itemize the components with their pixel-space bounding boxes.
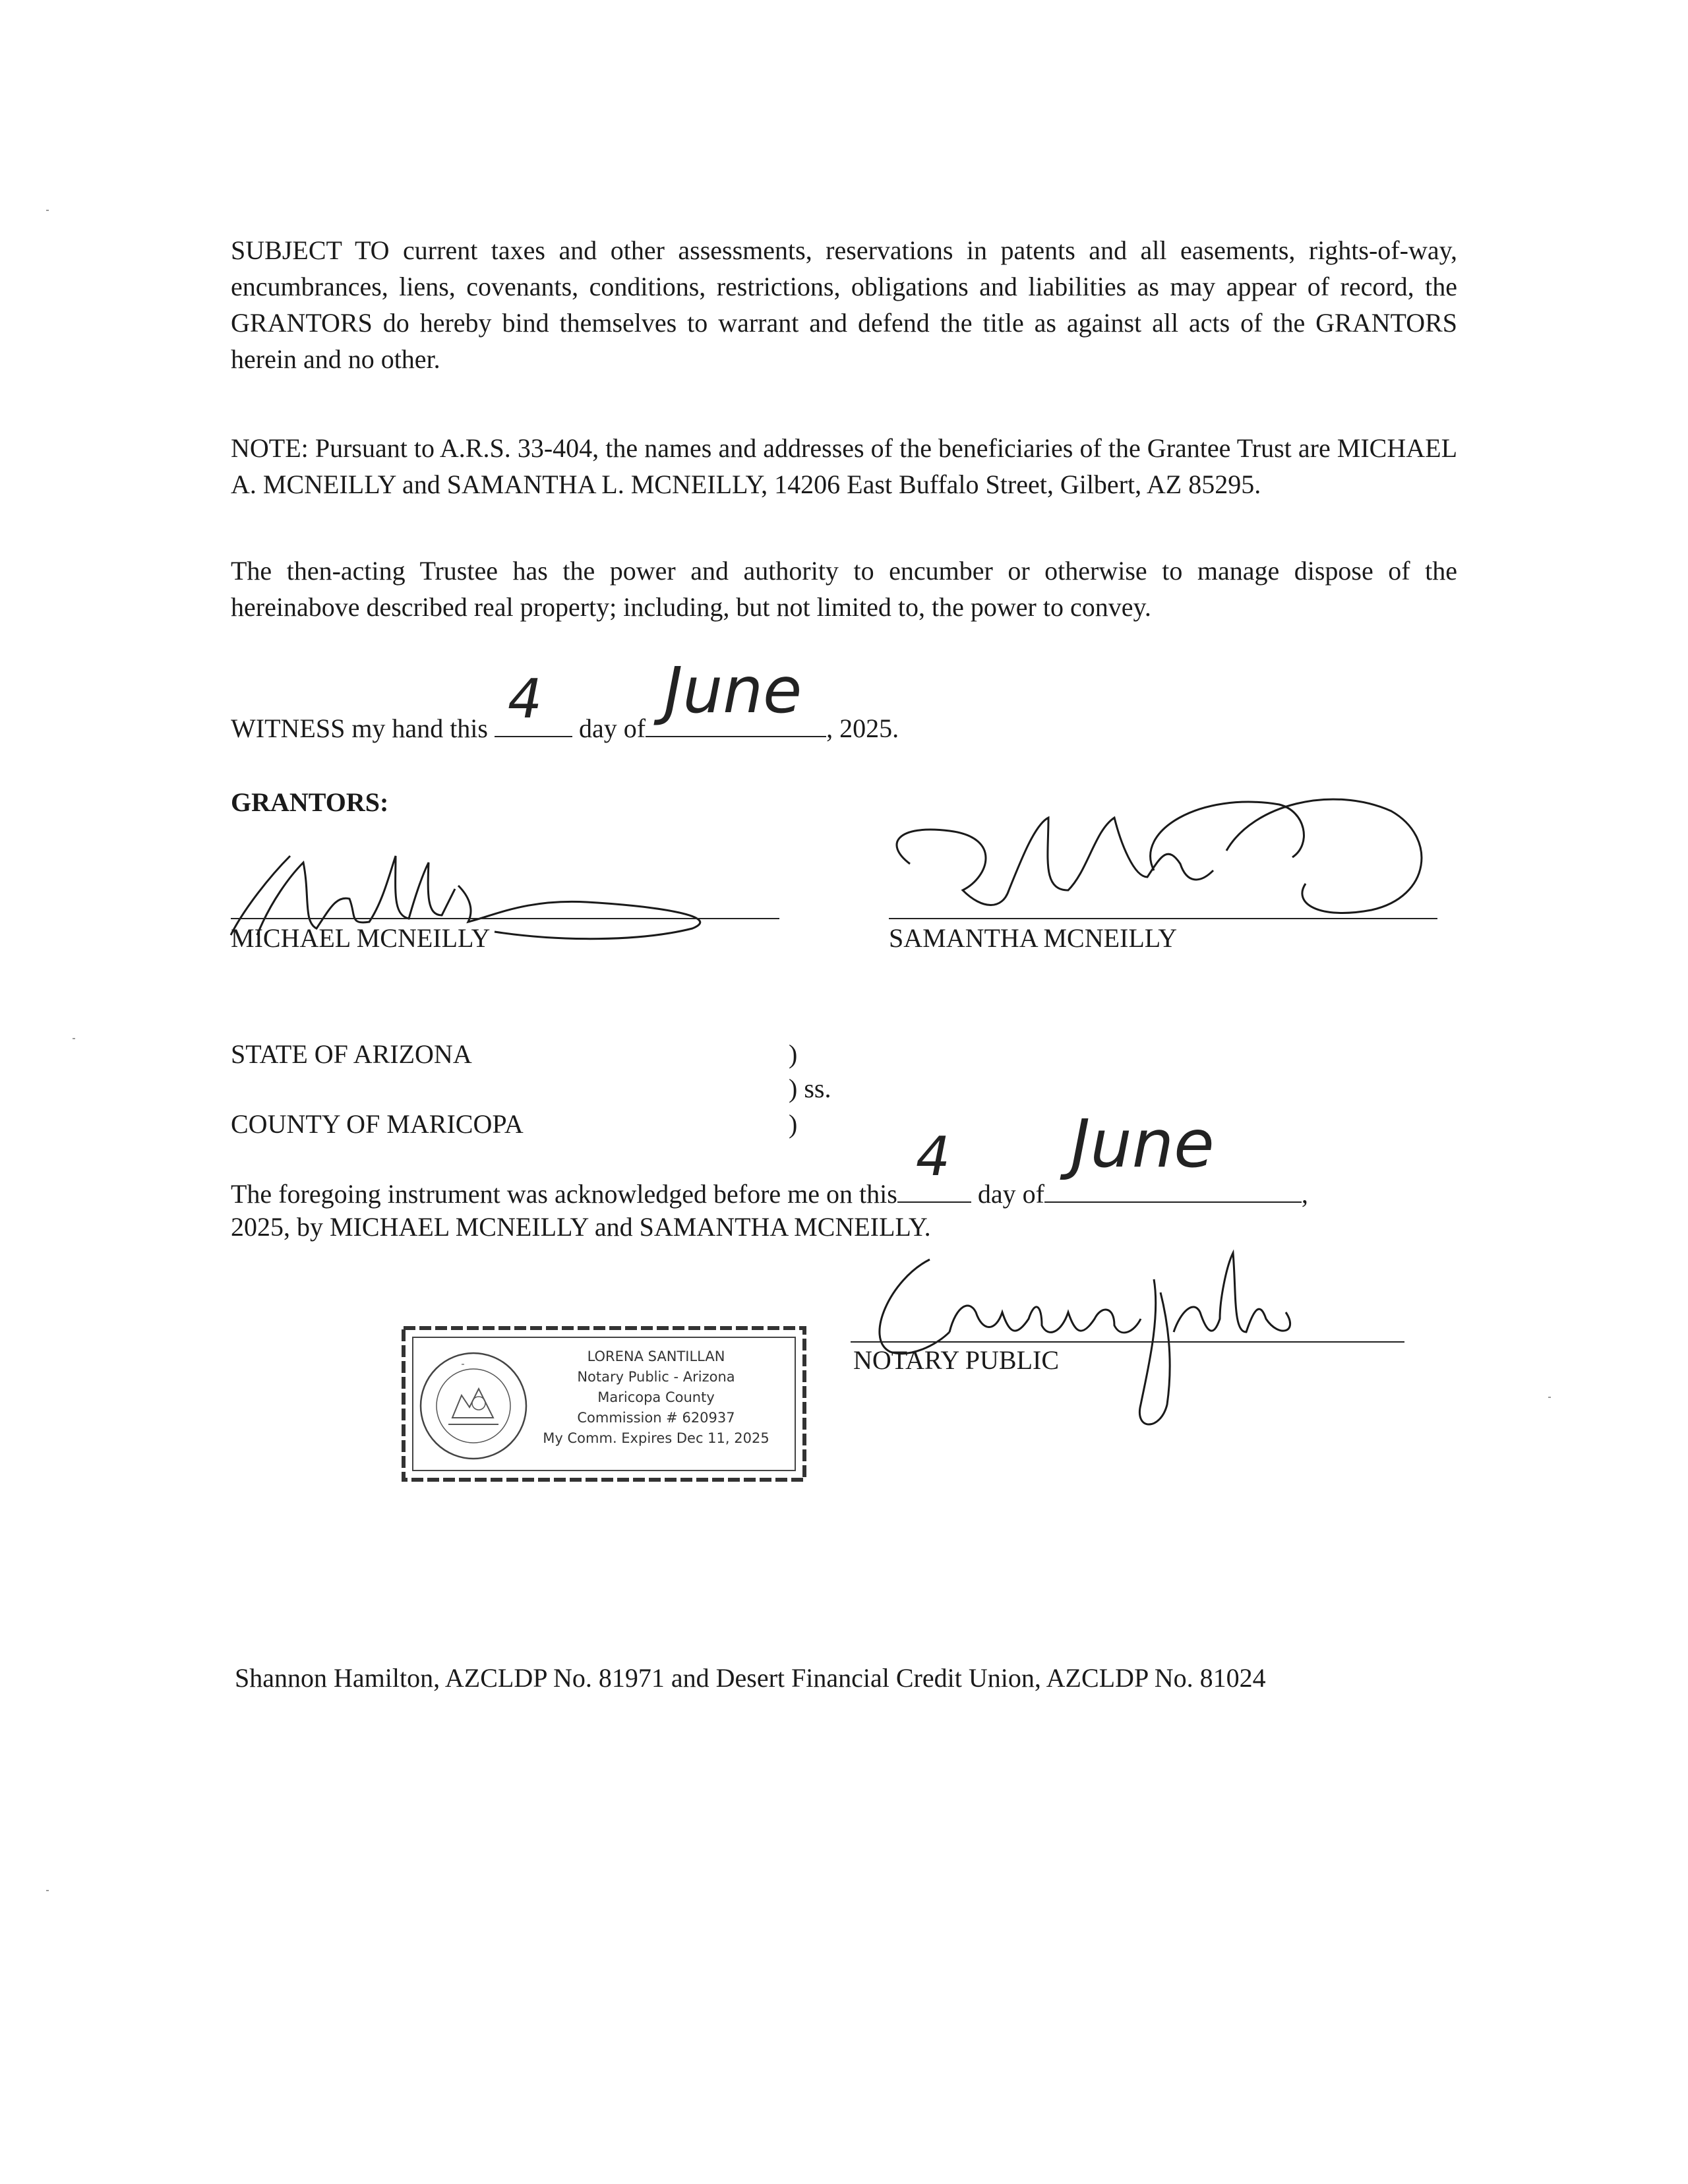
ack-day-of: day of — [977, 1179, 1044, 1209]
ack-month-handwritten: June — [1070, 1105, 1215, 1182]
witness-day-of: day of — [578, 713, 646, 743]
grantors-heading: GRANTORS: — [231, 787, 389, 817]
ack-day-blank — [897, 1126, 971, 1203]
venue-paren-1: ) — [789, 1039, 798, 1069]
scan-mark — [1548, 1397, 1551, 1398]
seal-commission: Commission # 620937 — [577, 1410, 735, 1426]
samantha-signature — [870, 778, 1464, 936]
scan-mark — [73, 1038, 75, 1039]
notary-public-label: NOTARY PUBLIC — [853, 1345, 1060, 1375]
witness-month-handwritten: June — [664, 653, 802, 727]
witness-day-blank — [495, 668, 572, 737]
ack-month-blank — [1044, 1105, 1302, 1203]
county-label: COUNTY OF MARICOPA — [231, 1109, 524, 1139]
ack-prefix: The foregoing instrument was acknowledged before me on this — [231, 1179, 897, 1209]
notary-signature — [851, 1240, 1325, 1431]
state-label: STATE OF ARIZONA — [231, 1039, 472, 1069]
venue-paren-2: ) — [789, 1109, 798, 1139]
note-paragraph: NOTE: Pursuant to A.R.S. 33-404, the names and addresses of the beneficiaries of the Grantee Trust are MICHAEL A. MCNEILLY and SAMANTHA L. MCNEILLY, 14206 East Buffalo Street, Gilbert, AZ 85295. — [231, 433, 1457, 499]
witness-month-blank — [646, 653, 826, 737]
samantha-signature-line — [889, 918, 1437, 919]
michael-signature-line — [231, 918, 779, 919]
ack-comma: , — [1301, 1179, 1308, 1209]
seal-notary-title: Notary Public - Arizona — [577, 1369, 735, 1385]
samantha-name-label: SAMANTHA MCNEILLY — [889, 923, 1178, 953]
witness-year: , 2025. — [826, 713, 899, 743]
witness-prefix: WITNESS my hand this — [231, 713, 488, 743]
ack-day-handwritten: 4 — [915, 1126, 950, 1188]
trustee-paragraph: The then-acting Trustee has the power and authority to encumber or otherwise to manage dispose of the hereinabove described real property; including, but not limited to, the power to convey. — [231, 556, 1457, 622]
acknowledgment-line-2: 2025, by MICHAEL MCNEILLY and SAMANTHA MCNEILLY. — [231, 1212, 931, 1242]
michael-name-label: MICHAEL MCNEILLY — [231, 923, 491, 953]
seal-county: Maricopa County — [597, 1389, 715, 1405]
seal-notary-name: LORENA SANTILLAN — [587, 1349, 725, 1364]
venue-ss: ) ss. — [789, 1074, 831, 1103]
footer-preparer: Shannon Hamilton, AZCLDP No. 81971 and Desert Financial Credit Union, AZCLDP No. 81024 — [235, 1663, 1266, 1693]
seal-expiration: My Comm. Expires Dec 11, 2025 — [543, 1430, 769, 1446]
witness-day-handwritten: 4 — [507, 668, 543, 731]
seal-emblem-ring — [462, 1364, 464, 1365]
scan-mark — [46, 210, 49, 211]
witness-line — [231, 653, 899, 745]
subject-to-paragraph: SUBJECT TO current taxes and other assessments, reservations in patents and all easements, rights-of-way, encumbrances, liens, covenants, conditions, restrictions, obligations and liabilities as may appear of record, the GRANTORS do hereby bind themselves to warrant and defend the title as against all acts of the GRANTORS herein and no other. — [231, 235, 1457, 374]
notary-seal-text — [521, 1347, 791, 1449]
notary-signature-line — [851, 1341, 1404, 1343]
scan-mark — [46, 1890, 49, 1891]
